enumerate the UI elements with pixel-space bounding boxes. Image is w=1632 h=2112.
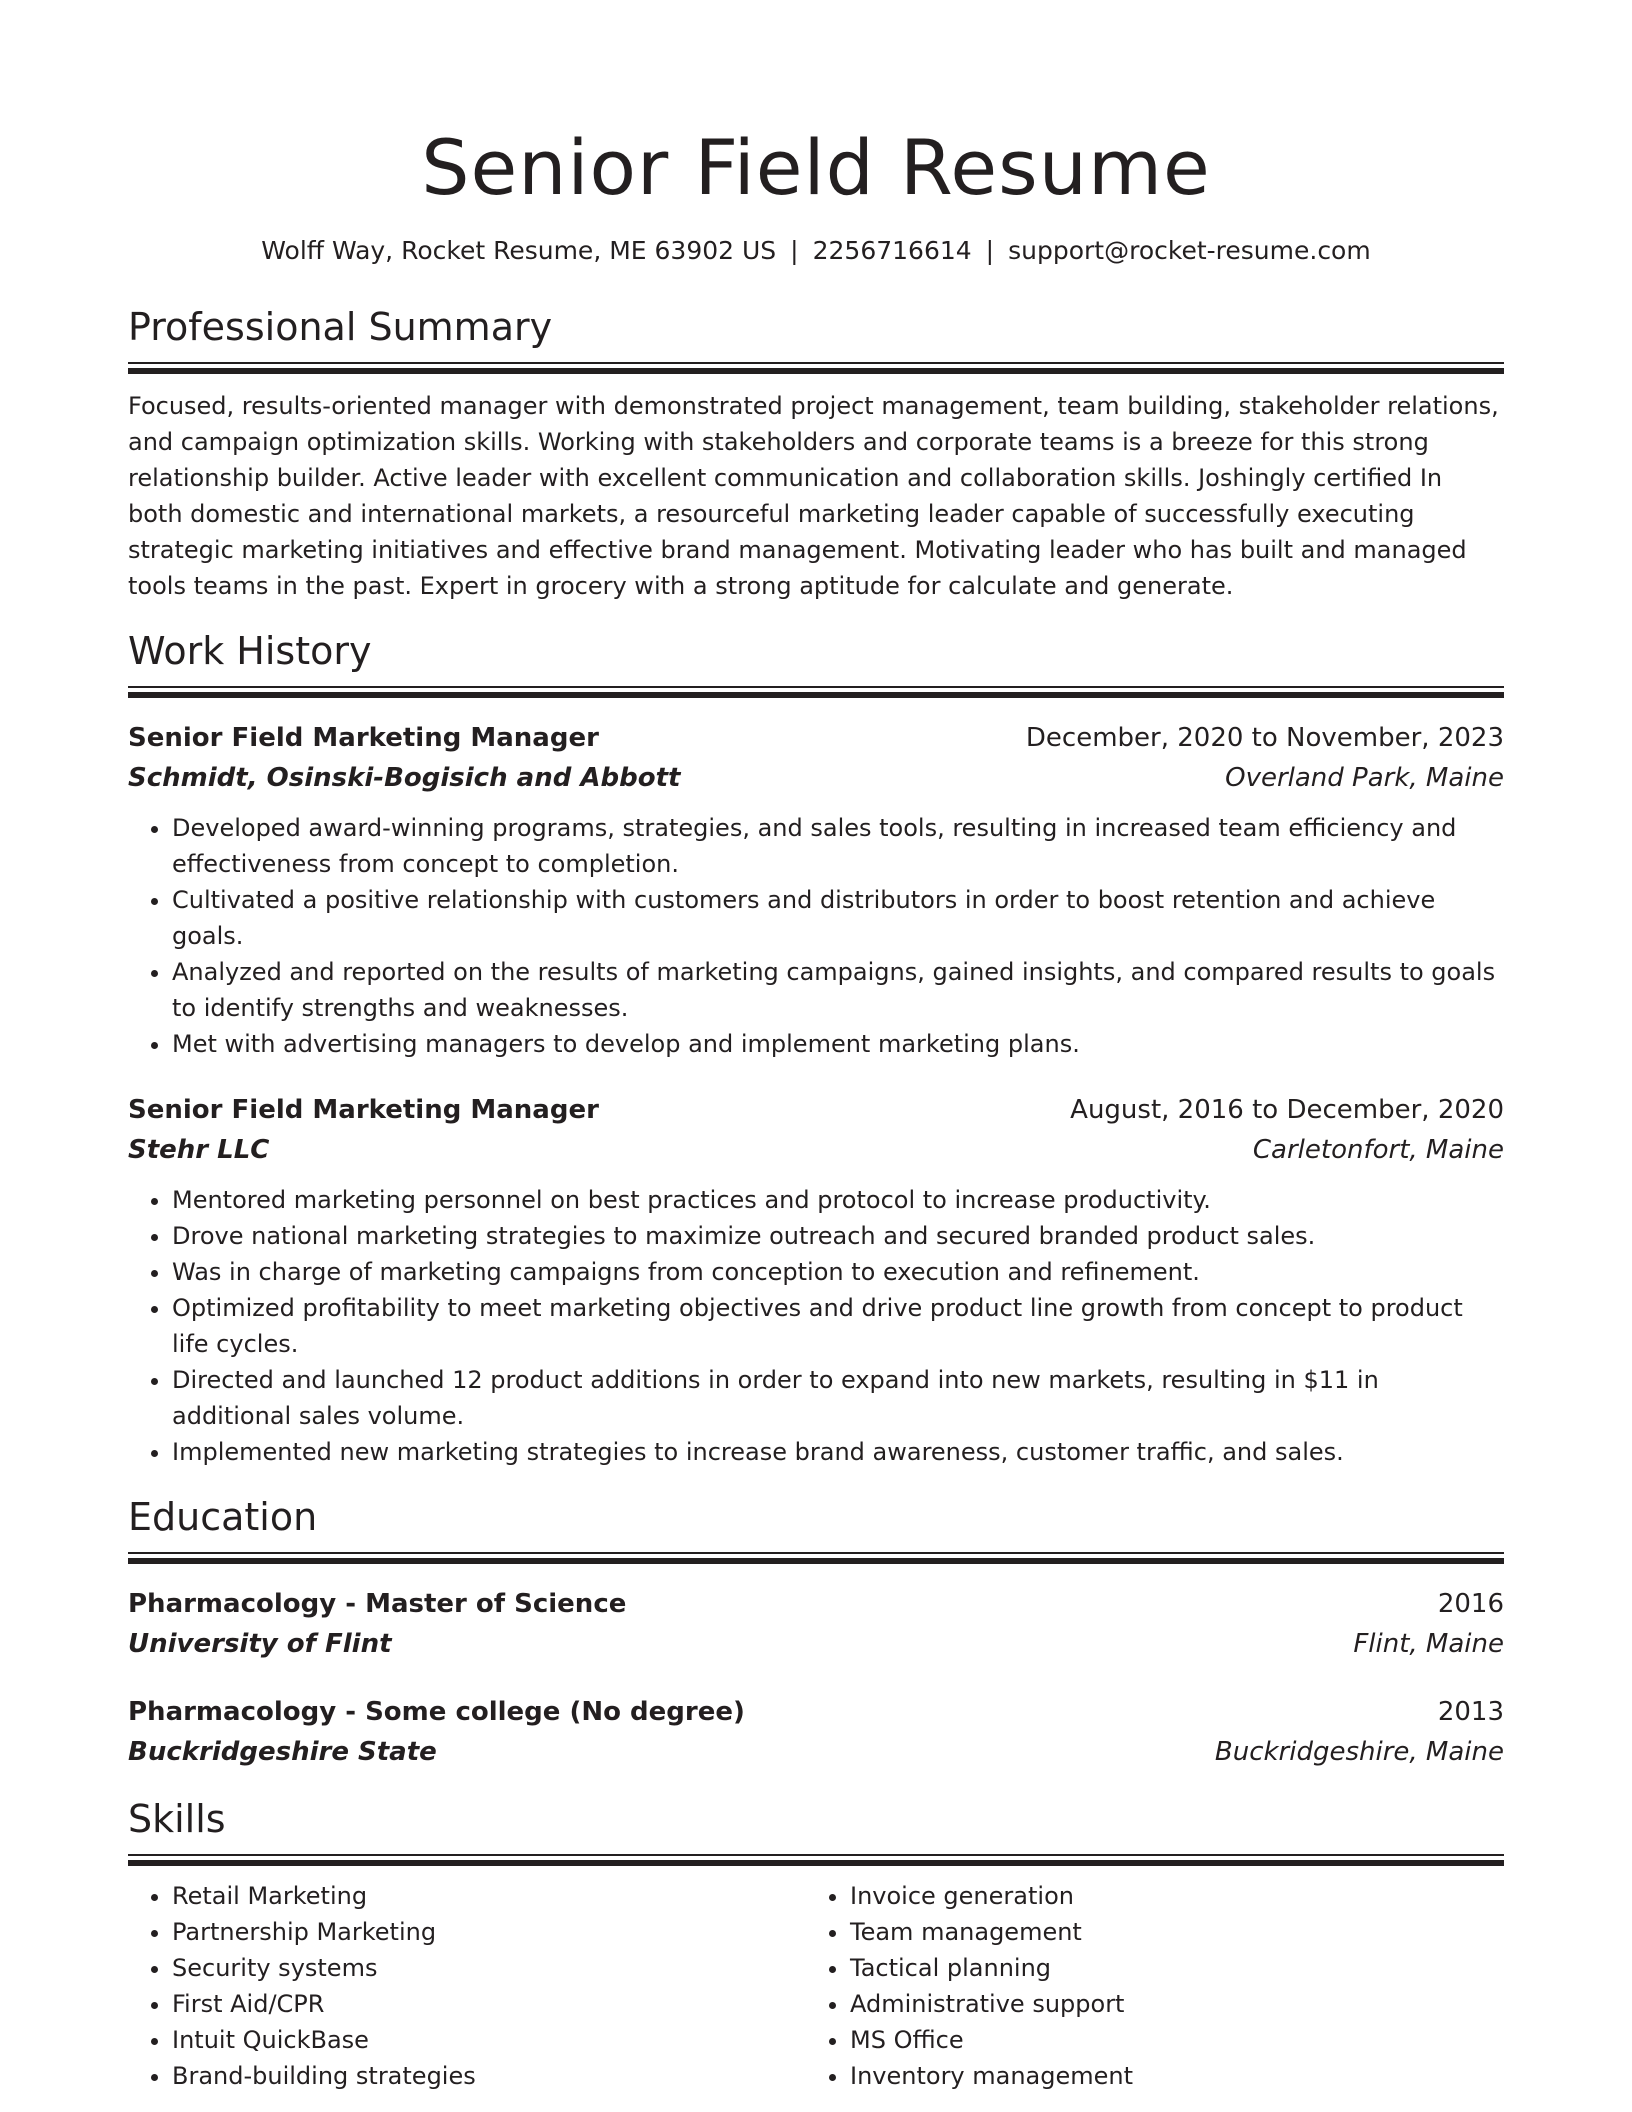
contact-line — [128, 234, 1504, 268]
job-entry — [128, 718, 1504, 1062]
education-school: Buckridgeshire State — [128, 1737, 437, 1767]
list-item: • Drove national marketing strategies to maximize outreach and secured branded product sales. — [172, 1218, 1504, 1254]
skill-item: • Tactical planning — [850, 1950, 1484, 1986]
skill-item: • MS Office — [850, 2022, 1484, 2058]
section-title-work: Work History — [128, 629, 372, 673]
job-location: Overland Park, Maine — [1225, 763, 1504, 793]
list-item: • Analyzed and reported on the results of marketing campaigns, gained insights, and compared results to goals to identify strengths and weaknesses. — [172, 954, 1504, 1026]
skills-grid — [128, 1878, 1504, 2094]
skill-item: • Inventory management — [850, 2058, 1484, 2094]
job-entry — [128, 1090, 1504, 1470]
skill-item: • First Aid/CPR — [172, 1986, 806, 2022]
education-degree: Pharmacology - Some college (No degree) — [128, 1697, 745, 1727]
education-year: 2013 — [1437, 1697, 1504, 1727]
job-dates: December, 2020 to November, 2023 — [1025, 723, 1504, 753]
education-entry — [128, 1692, 1504, 1772]
section-title-skills: Skills — [128, 1797, 226, 1841]
skill-item: • Security systems — [172, 1950, 806, 1986]
skill-item: • Partnership Marketing — [172, 1914, 806, 1950]
contact-phone: 2256716614 — [812, 236, 972, 265]
job-location: Carletonfort, Maine — [1252, 1135, 1504, 1165]
job-company: Schmidt, Osinski-Bogisich and Abbott — [128, 763, 681, 793]
contact-separator: | — [790, 236, 799, 265]
contact-address: Wolff Way, Rocket Resume, ME 63902 US — [261, 236, 777, 265]
skills-column-right — [806, 1878, 1484, 2094]
skill-item: • Intuit QuickBase — [172, 2022, 806, 2058]
skill-item: • Administrative support — [850, 1986, 1484, 2022]
job-title: Senior Field Marketing Manager — [128, 1095, 599, 1125]
resume-name: Senior Field Resume — [421, 123, 1211, 212]
skill-item: • Team management — [850, 1914, 1484, 1950]
section-title-summary: Professional Summary — [128, 305, 553, 349]
summary-text: Focused, results-oriented manager with demonstrated project management, team building, stakeholder relations, and campaign optimization skills. Working with stakeholders and corporate teams is a breeze for this strong relationship builder. Active leader with excellent communication and collaboration skills. Joshingly certified In both domestic and international markets, a resourceful marketing leader capable of successfully executing strategic marketing initiatives and effective brand management. Motivating leader who has built and managed tools teams in the past. Expert in grocery with a strong aptitude for calculate and generate. — [128, 392, 1499, 600]
list-item: • Implemented new marketing strategies to increase brand awareness, customer traffic, and sales. — [172, 1434, 1504, 1470]
contact-separator: | — [985, 236, 995, 265]
education-school: University of Flint — [128, 1629, 392, 1659]
skill-item: • Brand-building strategies — [172, 2058, 806, 2094]
section-divider — [128, 1552, 1504, 1564]
section-title-education: Education — [128, 1495, 318, 1539]
education-entry — [128, 1584, 1504, 1664]
section-divider — [128, 1854, 1504, 1866]
education-section — [128, 1492, 1504, 1772]
section-divider — [128, 686, 1504, 698]
job-company: Stehr LLC — [128, 1135, 270, 1165]
education-location: Flint, Maine — [1353, 1629, 1504, 1659]
skill-item: • Invoice generation — [850, 1878, 1484, 1914]
job-title: Senior Field Marketing Manager — [128, 723, 599, 753]
list-item: • Met with advertising managers to develop and implement marketing plans. — [172, 1026, 1504, 1062]
job-bullets — [128, 810, 1504, 1062]
skill-item: • Retail Marketing — [172, 1878, 806, 1914]
summary-section — [128, 302, 1504, 604]
list-item: • Was in charge of marketing campaigns from conception to execution and refinement. — [172, 1254, 1504, 1290]
work-history-section — [128, 626, 1504, 1470]
job-bullets — [128, 1182, 1504, 1470]
skills-column-left — [128, 1878, 806, 2094]
skills-section — [128, 1794, 1504, 2094]
resume-page — [128, 118, 1504, 2094]
list-item: • Developed award-winning programs, strategies, and sales tools, resulting in increased team efficiency and effectiveness from concept to completion. — [172, 810, 1504, 882]
education-location: Buckridgeshire, Maine — [1214, 1737, 1504, 1767]
education-degree: Pharmacology - Master of Science — [128, 1589, 627, 1619]
education-year: 2016 — [1437, 1589, 1504, 1619]
contact-email: support@rocket-resume.com — [1008, 236, 1371, 265]
list-item: • Optimized profitability to meet marketing objectives and drive product line growth from concept to product life cycles. — [172, 1290, 1504, 1362]
list-item: • Mentored marketing personnel on best practices and protocol to increase productivity. — [172, 1182, 1504, 1218]
list-item: • Directed and launched 12 product additions in order to expand into new markets, resulting in $11 in additional sales volume. — [172, 1362, 1504, 1434]
list-item: • Cultivated a positive relationship with customers and distributors in order to boost retention and achieve goals. — [172, 882, 1504, 954]
job-dates: August, 2016 to December, 2020 — [1070, 1095, 1504, 1125]
section-divider — [128, 362, 1504, 374]
